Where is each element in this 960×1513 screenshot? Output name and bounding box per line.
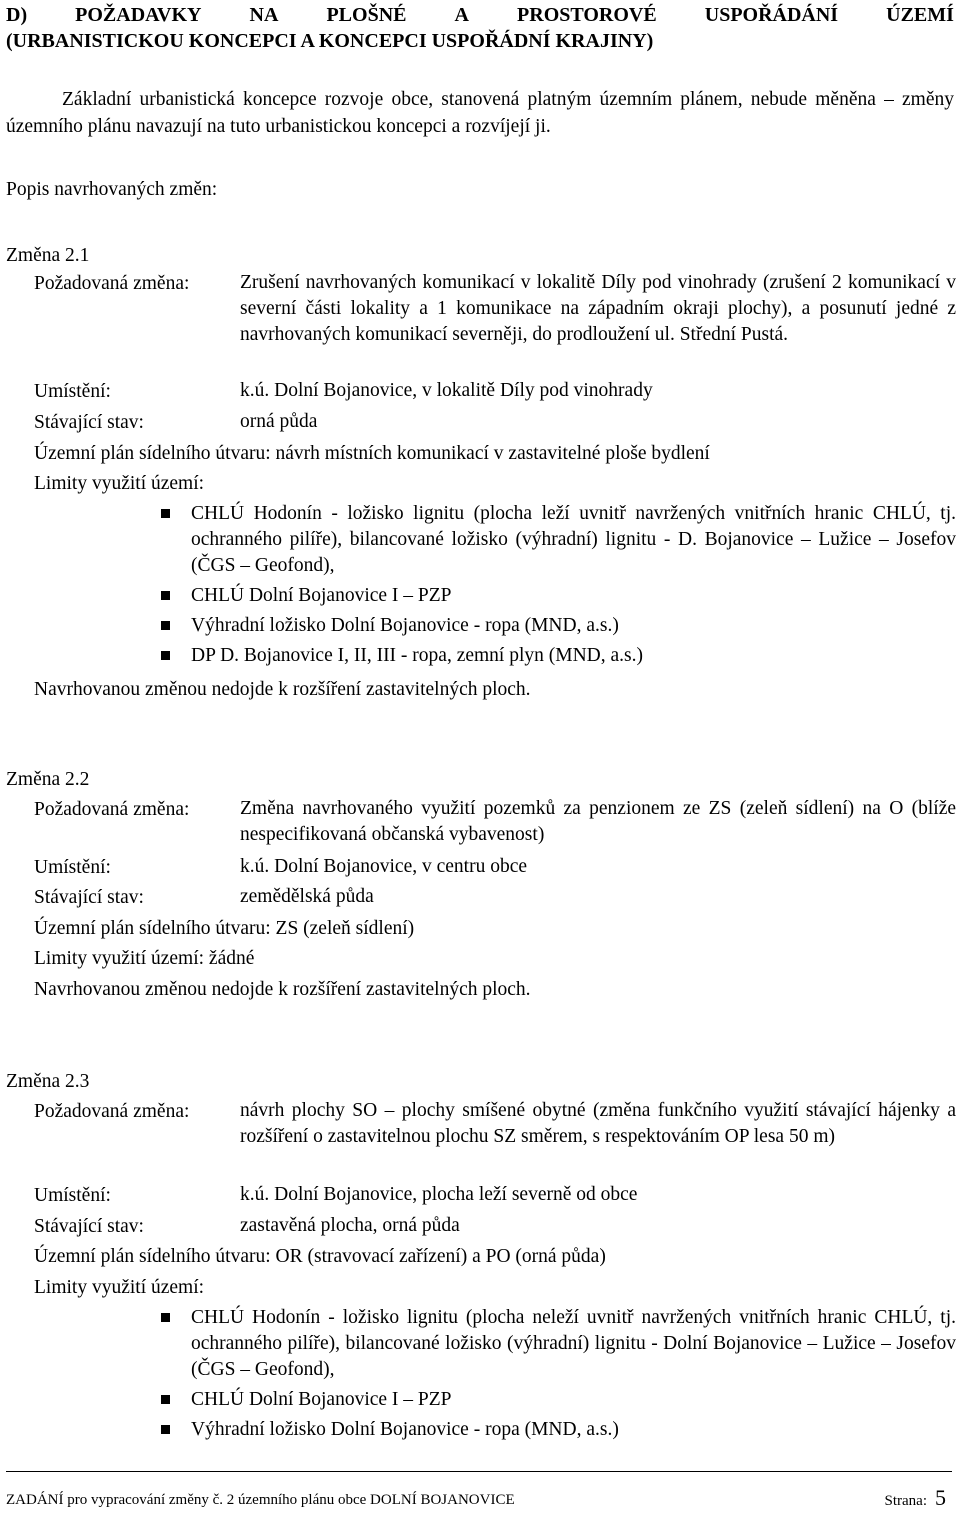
square-bullet-icon — [161, 1425, 170, 1434]
heading-word: NA — [249, 4, 279, 26]
limity-label: Limity využití území: — [34, 473, 205, 494]
list-item-text: CHLÚ Dolní Bojanovice I – PZP — [191, 585, 452, 606]
zmena-title: Změna 2.1 — [6, 245, 90, 266]
list-item-text: CHLÚ Dolní Bojanovice I – PZP — [191, 1389, 452, 1410]
heading-line-1 — [6, 2, 954, 28]
uzemni-plan-text: Územní plán sídelního útvaru: návrh místních komunikací v zastavitelné ploše bydlení — [34, 443, 710, 464]
heading-word: A — [454, 4, 469, 26]
stavajici-value: zastavěná plocha, orná půda — [240, 1215, 460, 1236]
zaver-text: Navrhovanou změnou nedojde k rozšíření zastavitelných ploch. — [34, 979, 531, 1000]
pozadovana-value: návrh plochy SO – plochy smíšené obytné (změna funkčního využití stávající hájenky a rozšíření o zastavitelnou plochu SZ směrem, s respektováním OP lesa 50 m) — [240, 1100, 956, 1147]
list-item-text: CHLÚ Hodonín - ložisko lignitu (plocha leží uvnitř navržených vnitřních hranic CHLÚ, tj. ochranného pilíře), bilancované ložisko (výhradní) lignitu - D. Bojanovice – Lužice – Josefov (ČGS – Geofond), — [191, 503, 956, 576]
square-bullet-icon — [161, 621, 170, 630]
zaver-text: Navrhovanou změnou nedojde k rozšíření zastavitelných ploch. — [34, 679, 531, 700]
page-number-label — [885, 1486, 947, 1513]
square-bullet-icon — [161, 1395, 170, 1404]
list-item-text: DP D. Bojanovice I, II, III - ropa, zemní plyn (MND, a.s.) — [191, 645, 643, 666]
umisteni-label: Umístění: — [34, 857, 111, 878]
square-bullet-icon — [161, 651, 170, 660]
pozadovana-label: Požadovaná změna: — [34, 799, 190, 820]
umisteni-label: Umístění: — [34, 1185, 111, 1206]
list-item — [161, 1387, 956, 1413]
umisteni-value: k.ú. Dolní Bojanovice, v centru obce — [240, 856, 528, 877]
limity-text: Limity využití území: žádné — [34, 948, 255, 969]
heading-word: D) — [6, 4, 28, 26]
stavajici-label: Stávající stav: — [34, 1216, 144, 1237]
square-bullet-icon — [161, 1313, 170, 1322]
limity-list — [161, 1305, 956, 1447]
pozadovana-label: Požadovaná změna: — [34, 1101, 190, 1122]
umisteni-value: k.ú. Dolní Bojanovice, plocha leží severně od obce — [240, 1184, 638, 1205]
list-item — [161, 1305, 956, 1383]
intro-paragraph: Základní urbanistická koncepce rozvoje obce, stanovená platným územním plánem, nebude měněna – změny územního plánu navazují na tuto urbanistickou koncepci a rozvíjejí ji. — [6, 89, 954, 137]
list-item — [161, 613, 956, 639]
square-bullet-icon — [161, 591, 170, 600]
square-bullet-icon — [161, 509, 170, 518]
list-item — [161, 583, 956, 609]
page-footer — [6, 1471, 952, 1510]
pozadovana-value: Zrušení navrhovaných komunikací v lokalitě Díly pod vinohrady (zrušení 2 komunikací v severní části lokality a 1 komunikace na západním okraji plochy), a posunutí jedné z navrhovaných komunikací severněji, do prodloužení ul. Střední Pustá. — [240, 272, 956, 345]
footer-text: ZADÁNÍ pro vypracování změny č. 2 územního plánu obce DOLNÍ BOJANOVICE — [6, 1492, 515, 1508]
list-item-text: CHLÚ Hodonín - ložisko lignitu (plocha neleží uvnitř navržených vnitřních hranic CHLÚ, tj. ochranného pilíře), bilancované ložisko (výhradní) lignitu - Dolní Bojanovice – Lužice – Josefov (ČGS – Geofond), — [191, 1307, 956, 1380]
zmena-title: Změna 2.3 — [6, 1071, 90, 1092]
heading-line-2: (URBANISTICKOU KONCEPCI A KONCEPCI USPOŘÁDNÍ KRAJINY) — [6, 30, 654, 52]
list-item-text: Výhradní ložisko Dolní Bojanovice - ropa (MND, a.s.) — [191, 615, 619, 636]
heading-word: USPOŘÁDÁNÍ — [704, 4, 839, 26]
umisteni-value: k.ú. Dolní Bojanovice, v lokalitě Díly pod vinohrady — [240, 380, 653, 401]
page-label: Strana: — [884, 1493, 927, 1509]
stavajici-label: Stávající stav: — [34, 412, 144, 433]
page-number: 5 — [935, 1485, 946, 1510]
heading-word: POŽADAVKY — [75, 4, 202, 26]
stavajici-label: Stávající stav: — [34, 887, 144, 908]
pozadovana-label: Požadovaná změna: — [34, 273, 190, 294]
heading-word: PROSTOROVÉ — [517, 4, 657, 26]
heading-word: PLOŠNÉ — [326, 4, 407, 26]
stavajici-value: zemědělská půda — [240, 886, 374, 907]
section-heading — [6, 2, 956, 54]
heading-word: ÚZEMÍ — [886, 4, 954, 26]
list-item — [161, 501, 956, 579]
uzemni-plan-text: Územní plán sídelního útvaru: OR (stravovací zařízení) a PO (orná půda) — [34, 1246, 606, 1267]
uzemni-plan-text: Územní plán sídelního útvaru: ZS (zeleň sídlení) — [34, 918, 415, 939]
popis-heading: Popis navrhovaných změn: — [6, 179, 218, 200]
list-item-text: Výhradní ložisko Dolní Bojanovice - ropa (MND, a.s.) — [191, 1419, 619, 1440]
limity-label: Limity využití území: — [34, 1277, 205, 1298]
limity-list — [161, 501, 956, 673]
stavajici-value: orná půda — [240, 411, 318, 432]
pozadovana-value: Změna navrhovaného využití pozemků za penzionem ze ZS (zeleň sídlení) na O (blíže nespecifikovaná občanská vybavenost) — [240, 798, 956, 845]
list-item — [161, 643, 956, 669]
zmena-title: Změna 2.2 — [6, 769, 90, 790]
umisteni-label: Umístění: — [34, 381, 111, 402]
list-item — [161, 1417, 956, 1443]
